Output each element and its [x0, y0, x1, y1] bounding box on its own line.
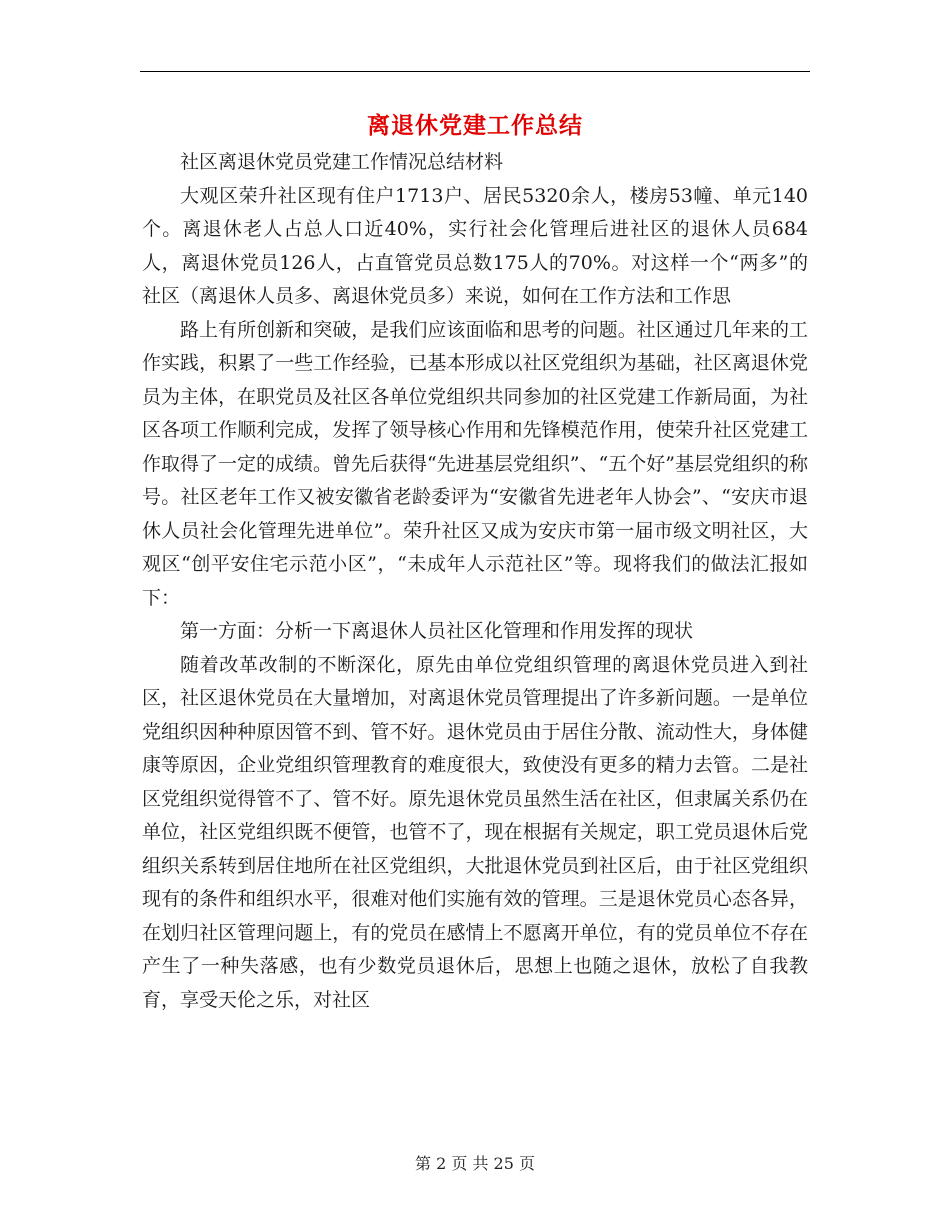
document-title: 离退休党建工作总结 [367, 112, 583, 139]
paragraph-achievements: 路上有所创新和突破，是我们应该面临和思考的问题。社区通过几年来的工作实践，积累了一些工作经验，已基本形成以社区党组织为基础，社区离退休党员为主体，在职党员及社区各单位党组织共同参加的社区党建工作新局面，为社区各项工作顺利完成，发挥了领导核心作用和先锋模范作用，使荣升社区党建工作取得了一定的成绩。曾先后获得“先进基层党组织”、“五个好”基层党组织的称号。社区老年工作又被安徽省老龄委评为“安徽省先进老年人协会”、“安庆市退休人员社会化管理先进单位”。荣升社区又成为安庆市第一届市级文明社区，大观区“创平安住宅示范小区”，“未成年人示范社区”等。现将我们的做法汇报如下： [142, 318, 808, 609]
paragraph-intro: 大观区荣升社区现有住户1713户、居民5320余人，楼房53幢、单元140个。离退休老人占总人口近40%，实行社会化管理后进社区的退休人员684人，离退休党员126人，占直管党员总数175人的70%。对这样一个“两多”的社区（离退休人员多、离退休党员多）来说，如何在工作方法和工作思 [142, 184, 808, 307]
paragraph-section-heading: 第一方面：分析一下离退休人员社区化管理和作用发挥的现状 [180, 620, 694, 642]
header-rule [140, 71, 810, 72]
page-footer: 第 2 页 共 25 页 [415, 1154, 535, 1173]
document-body [142, 146, 808, 1017]
paragraph-analysis: 随着改革改制的不断深化，原先由单位党组织管理的离退休党员进入到社区，社区退休党员在大量增加，对离退休党员管理提出了许多新问题。一是单位党组织因种种原因管不到、管不好。退休党员由于居住分散、流动性大，身体健康等原因，企业党组织管理教育的难度很大，致使没有更多的精力去管。二是社区党组织觉得管不了、管不好。原先退休党员虽然生活在社区，但隶属关系仍在单位，社区党组织既不便管，也管不了，现在根据有关规定，职工党员退休后党组织关系转到居住地所在社区党组织，大批退休党员到社区后，由于社区党组织现有的条件和组织水平，很难对他们实施有效的管理。三是退休党员心态各异，在划归社区管理问题上，有的党员在感情上不愿离开单位，有的党员单位不存在产生了一种失落感，也有少数党员退休后，思想上也随之退休，放松了自我教育，享受天伦之乐，对社区 [142, 653, 808, 1011]
paragraph-subtitle: 社区离退休党员党建工作情况总结材料 [180, 151, 504, 173]
